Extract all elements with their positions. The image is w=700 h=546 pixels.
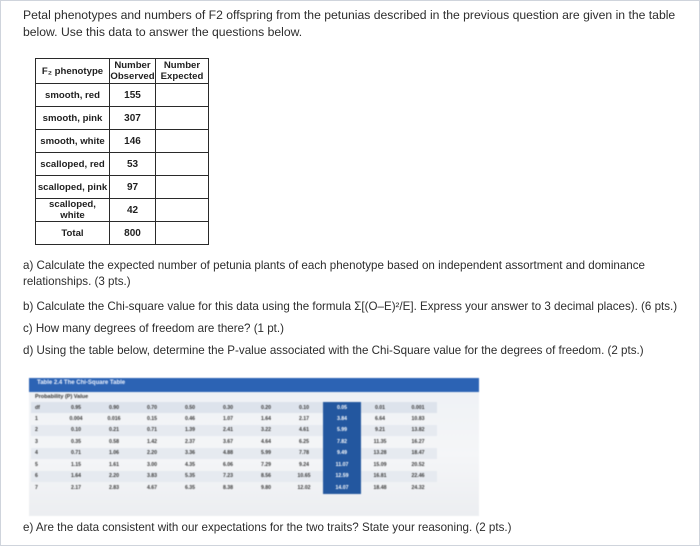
p-value-header: 0.01: [361, 402, 399, 413]
critical-value: 6.25: [298, 438, 310, 445]
chi-table-title-bar: [29, 378, 479, 392]
critical-value: 18.47: [399, 448, 437, 460]
df-cell: 7: [35, 484, 38, 491]
table-row: [36, 176, 209, 199]
critical-value: 1.07: [222, 415, 234, 422]
critical-value: 1.64: [57, 471, 95, 483]
critical-value: 3.83: [133, 471, 171, 483]
total-expected: [156, 222, 209, 245]
probability-label: Probability (P) Value: [35, 394, 89, 400]
critical-value: 4.64: [260, 438, 272, 445]
critical-value: 0.15: [146, 415, 158, 422]
observed-cell: 42: [110, 199, 156, 222]
df-cell: 6: [31, 471, 57, 483]
critical-value: 13.82: [399, 425, 437, 437]
critical-value: 12.02: [297, 484, 311, 491]
phenotype-table-header: [36, 59, 209, 84]
header-observed: Number Observed: [110, 60, 155, 82]
chi-table-caption: Table 2.4 The Chi-Square Table: [37, 380, 126, 386]
critical-value: 0.71: [57, 448, 95, 460]
critical-value: 5.99: [323, 425, 361, 437]
critical-value: 5.35: [171, 471, 209, 483]
df-cell: 2: [31, 425, 57, 437]
df-cell: 1: [35, 415, 38, 422]
critical-value: 2.83: [108, 484, 120, 491]
critical-value: 6.64: [374, 415, 386, 422]
critical-value: 3.22: [247, 425, 285, 437]
critical-value: 9.24: [298, 461, 310, 468]
critical-value: 1.42: [146, 438, 158, 445]
observed-cell: 97: [110, 176, 156, 199]
critical-value: 10.65: [285, 471, 323, 483]
critical-value: 0.35: [70, 438, 82, 445]
critical-value: 3.67: [222, 438, 234, 445]
critical-value: 2.41: [209, 425, 247, 437]
question-d: d) Using the table below, determine the P-value associated with the Chi-Square value for the degrees of freedom. (2 pts.): [23, 344, 644, 357]
table-row: [31, 482, 437, 494]
p-value-header: 0.95: [57, 402, 95, 413]
p-value-header: 0.50: [171, 402, 209, 413]
phenotype-cell: scalloped, pink: [36, 176, 110, 199]
expected-cell: [156, 107, 209, 130]
critical-value: 1.64: [260, 415, 272, 422]
table-row: [31, 471, 437, 483]
critical-value: 10.83: [411, 415, 425, 422]
critical-value: 4.88: [209, 448, 247, 460]
critical-value: 1.15: [70, 461, 82, 468]
critical-value: 0.46: [184, 415, 196, 422]
phenotype-cell: smooth, white: [36, 130, 110, 153]
df-cell: 4: [31, 448, 57, 460]
df-cell: 5: [35, 461, 38, 468]
critical-value: 7.82: [323, 436, 361, 448]
critical-value: 1.06: [95, 448, 133, 460]
critical-value: 4.61: [285, 425, 323, 437]
critical-value: 7.23: [209, 471, 247, 483]
question-e: e) Are the data consistent with our expectations for the two traits? State your reasoning. (2 pts.): [23, 521, 512, 534]
critical-value: 4.67: [146, 484, 158, 491]
critical-value: 11.35: [373, 438, 387, 445]
critical-value: 0.10: [57, 425, 95, 437]
phenotype-cell: smooth, pink: [36, 107, 110, 130]
p-value-header: 0.05: [323, 402, 361, 413]
observed-cell: 155: [110, 84, 156, 107]
p-value-header: 0.70: [133, 402, 171, 413]
expected-cell: [156, 176, 209, 199]
chi-square-grid: [31, 402, 437, 494]
expected-cell: [156, 84, 209, 107]
df-cell: 3: [35, 438, 38, 445]
total-label: Total: [36, 222, 110, 245]
expected-cell: [156, 199, 209, 222]
intro-text: [23, 7, 683, 41]
critical-value: 7.78: [285, 448, 323, 460]
critical-value: 2.20: [95, 471, 133, 483]
critical-value: 8.38: [222, 484, 234, 491]
table-row: [36, 84, 209, 107]
critical-value: 8.56: [247, 471, 285, 483]
critical-value: 6.35: [184, 484, 196, 491]
critical-value: 0.58: [108, 438, 120, 445]
critical-value: 11.07: [323, 459, 361, 471]
critical-value: 24.32: [411, 484, 425, 491]
observed-cell: 307: [110, 107, 156, 130]
observed-cell: 146: [110, 130, 156, 153]
p-value-header: 0.30: [209, 402, 247, 413]
table-row: [31, 425, 437, 437]
total-observed: 800: [110, 222, 156, 245]
table-row: [31, 413, 437, 425]
phenotype-table: [35, 58, 209, 245]
critical-value: 18.48: [373, 484, 387, 491]
p-value-header: 0.90: [95, 402, 133, 413]
p-value-header-row: [31, 402, 437, 413]
critical-value: 0.004: [69, 415, 83, 422]
critical-value: 1.39: [171, 425, 209, 437]
table-row: [31, 436, 437, 448]
critical-value: 3.00: [146, 461, 158, 468]
critical-value: 6.06: [222, 461, 234, 468]
phenotype-cell: smooth, red: [36, 84, 110, 107]
critical-value: 0.016: [107, 415, 121, 422]
critical-value: 2.17: [70, 484, 82, 491]
total-row: [36, 222, 209, 245]
critical-value: 12.59: [323, 471, 361, 483]
p-value-header: 0.20: [247, 402, 285, 413]
critical-value: 22.46: [399, 471, 437, 483]
critical-value: 5.99: [247, 448, 285, 460]
phenotype-cell: scalloped, red: [36, 153, 110, 176]
question-b: b) Calculate the Chi-square value for this data using the formula Σ[(O–E)²/E]. Express your answer to 3 decimal places). (6 pts.): [23, 300, 678, 313]
critical-value: 0.21: [95, 425, 133, 437]
table-row: [36, 107, 209, 130]
observed-cell: 53: [110, 153, 156, 176]
critical-value: 20.52: [411, 461, 425, 468]
chi-square-table-image: [29, 378, 479, 516]
expected-cell: [156, 130, 209, 153]
critical-value: 9.80: [260, 484, 272, 491]
critical-value: 9.49: [323, 448, 361, 460]
header-phenotype: F₂ phenotype: [36, 59, 110, 84]
p-value-header: 0.001: [399, 402, 437, 413]
expected-cell: [156, 153, 209, 176]
critical-value: 7.29: [260, 461, 272, 468]
critical-value: 14.07: [323, 482, 361, 494]
table-row: [36, 153, 209, 176]
intro-paragraph: Petal phenotypes and numbers of F2 offspring from the petunias described in the previous question are given in the table below. Use this data to answer the questions below.: [23, 8, 676, 39]
critical-value: 0.71: [133, 425, 171, 437]
critical-value: 3.36: [171, 448, 209, 460]
critical-value: 13.28: [361, 448, 399, 460]
df-header: df: [31, 402, 57, 413]
critical-value: 16.27: [411, 438, 425, 445]
critical-value: 4.35: [184, 461, 196, 468]
header-expected: Number Expected: [156, 59, 209, 84]
table-row: [36, 130, 209, 153]
table-row: [36, 199, 209, 222]
critical-value: 3.84: [323, 413, 361, 425]
critical-value: 9.21: [361, 425, 399, 437]
critical-value: 2.17: [298, 415, 310, 422]
table-row: [31, 448, 437, 460]
question-c: c) How many degrees of freedom are there? (1 pt.): [23, 322, 284, 335]
critical-value: 2.37: [184, 438, 196, 445]
critical-value: 16.81: [361, 471, 399, 483]
table-row: [31, 459, 437, 471]
critical-value: 2.20: [133, 448, 171, 460]
critical-value: 1.61: [108, 461, 120, 468]
p-value-header: 0.10: [285, 402, 323, 413]
critical-value: 15.09: [373, 461, 387, 468]
phenotype-cell: scalloped, white: [36, 199, 110, 222]
question-a: a) Calculate the expected number of petunia plants of each phenotype based on independent assortment and dominance relationships. (3 pts.): [23, 259, 645, 288]
